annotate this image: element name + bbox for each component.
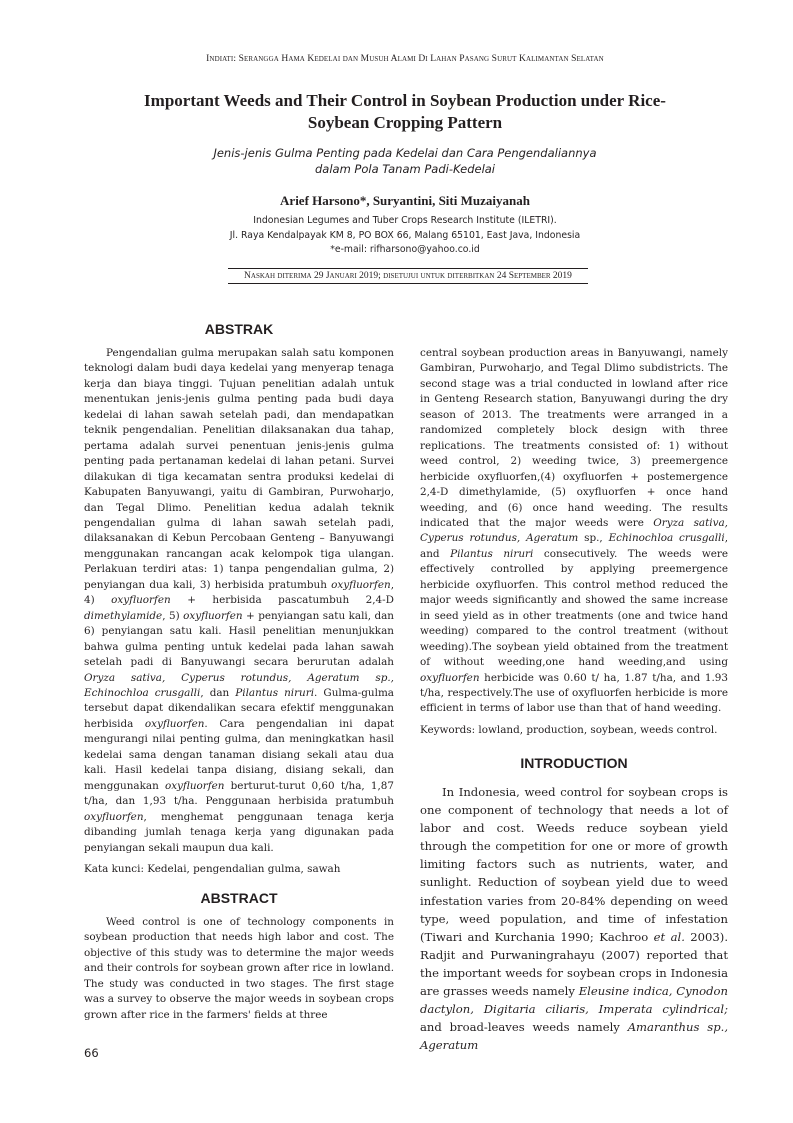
italic-term: oxyfluorfen [164, 779, 225, 792]
text-run: consecutively. The weeds were effectively controlled by applying preemergence herbicide oxyfluorfen. This control method reduced the major weeds significantly and showed the same increase in seed yield as in other treatments (one and twice hand weeding) compared to the control treatment (without weeding).The soybean yield obtained from the treatment of without weeding,one hand weeding,and using [420, 547, 728, 669]
italic-term: Eleusine indica, Cynodon dactylon, Digitaria ciliaris, Imperata cylindrical; [420, 984, 728, 1017]
italic-term: Pilantus niruri [450, 547, 534, 560]
paper-subtitle [150, 145, 660, 177]
received-line: Naskah diterima 29 Januari 2019; disetujui untuk diterbitkan 24 September 2019 [228, 268, 588, 284]
affiliation-line: Indonesian Legumes and Tuber Crops Research Institute (ILETRI). [253, 215, 557, 226]
text-run: + penyiangan satu kali, dan 6) penyiangan satu kali. Hasil penelitian menunjukkan bahwa gulma penting untuk kedelai pada lahan sawah setelah padi di Banyuwangi secara berurutan adalah [84, 609, 394, 669]
abstract-left [84, 915, 394, 1023]
italic-term: dimethylamide [84, 609, 163, 622]
text-run: . Gulma-gulma tersebut dapat dikendalikan secara efektif menggunakan herbisida [84, 686, 394, 730]
italic-term: et al. [653, 929, 685, 944]
italic-term: Oryza sativa, Cyperus rotundus, Ageratum [420, 516, 728, 545]
text-run: , 4) [84, 578, 394, 607]
text-run: central soybean production areas in Banyuwangi, namely Gambiran, Purwoharjo, and Tegal Dlimo subdistricts. The second stage was a trial conducted in lowland after rice in Genteng Research station, Banyuwangi during the dry season of 2013. The treatments were arranged in a randomized completely block design with three replications. The treatments consisted of: 1) without weed control, 2) weeding twice, 3) preemergence herbicide oxyfluorfen,(4) oxyfluorfen + postemergence 2,4-D dimethylamide, (5) oxyfluorfen + once hand weeding, and (6) once hand weeding. The results indicated that the major weeds were [420, 347, 728, 529]
introduction-body [420, 783, 728, 1054]
text-run: . Cara pengendalian ini dapat mengurangi nilai penting gulma, dan meningkatkan hasil kedelai sama dengan tanaman disiang sekali atau dua kali. Hasil kedelai tanpa disiang, disiang sekali, dan menggunakan [84, 717, 394, 792]
introduction-heading: INTRODUCTION [520, 755, 628, 771]
abstrak-section [84, 346, 394, 877]
italic-term: Amaranthus sp., Ageratum [420, 1020, 729, 1053]
abstrak-body [84, 346, 394, 856]
text-run: Pengendalian gulma merupakan salah satu komponen teknologi dalam budi daya kedelai yang menyerap tenaga kerja dan biaya tinggi. Tujuan penelitian adalah untuk menentukan jenis-jenis gulma penting pada budi daya kedelai di lahan sawah setelah padi, dan mendapatkan teknik pengendalian. Penelitian dilaksanakan dua tahap, pertama adalah survei penentuan jenis-jenis gulma penting pada pertanaman kedelai di lahan petani. Survei dilakukan di tiga kecamatan sentra produksi kedelai di Kabupaten Banyuwangi, yaitu di Gambiran, Purwoharjo, dan Tegal Dlimo. Penelitian kedua adalah teknik pengendalian gulma di lahan sawah setelah padi, dilaksanakan di Kebun Percobaan Genteng – Banyuwangi menggunakan rancangan acak kelompok tiga ulangan. Perlakuan terdiri atas: 1) tanpa pengendalian gulma, 2) penyiangan dua kali, 3) herbisida pratumbuh [84, 347, 394, 591]
italic-term: Pilantus niruri [235, 686, 315, 699]
text-run: berturut-turut 0,60 t/ha, 1,87 t/ha, dan 1,93 t/ha. Penggunaan herbisida pratumbuh [84, 779, 394, 808]
text-run: herbicide was 0.60 t/ ha, 1.87 t/ha, and 1.93 t/ha, respectively.The use of oxyfluorfen herbicide is more efficient in terms of labor use than that of hand weeding. [420, 671, 728, 715]
italic-term: oxyfluorfen [111, 594, 171, 607]
subtitle-line: Jenis-jenis Gulma Penting pada Kedelai dan Cara Pengendaliannya [213, 146, 597, 160]
abstract-keywords: Keywords: lowland, production, soybean, weeds control. [420, 723, 718, 736]
text-run: sp., [578, 532, 609, 545]
running-head-text: Indiati: Serangga Hama Kedelai dan Musuh Alami Di Lahan Pasang Surut Kalimantan Selatan [206, 54, 604, 64]
text-run: In Indonesia, weed control for soybean crops is one component of technology that needs a lot of labor and cost. Weeds reduce soybean yield through the competition for one or more of growth limiting factors such as nutrients, water, and sunlight. Reduction of soybean yield due to weed infestation varies from 20-84% depending on weed type, weed population, and time of infestation (Tiwari and Kurchania 1990; Kachroo [420, 785, 728, 944]
text-run: , menghemat penggunaan tenaga kerja dibanding jumlah tenaga kerja yang digunakan pada penyiangan sekali maupun dua kali. [84, 810, 394, 854]
text-run: , dan [200, 686, 236, 699]
italic-term: Oryza sativa, Cyperus rotundus, Ageratum sp., Echinochloa crusgalli [84, 671, 394, 699]
italic-term: Echinochloa crusgalli [608, 532, 725, 545]
italic-term: oxyfluorfen [183, 609, 243, 622]
abstrak-keywords: Kata kunci: Kedelai, pengendalian gulma, sawah [84, 862, 341, 875]
text-run: and broad-leaves weeds namely [420, 1020, 628, 1035]
affiliation [150, 214, 660, 258]
text-run: 2003). Radjit and Purwaningrahayu (2007) reported that the important weeds for soybean crops in Indonesia are grasses weeds namely [420, 929, 728, 999]
text-run: , 5) [162, 609, 184, 622]
italic-term: oxyfluorfen [331, 578, 391, 591]
abstract-right [420, 346, 728, 738]
authors: Arief Harsono*, Suryantini, Siti Muzaiyanah [280, 193, 530, 208]
introduction-section [420, 783, 728, 1054]
abstract-body-right [420, 346, 728, 717]
subtitle-line: dalam Pola Tanam Padi-Kedelai [314, 162, 496, 176]
paper-title: Important Weeds and Their Control in Soybean Production under Rice-Soybean Cropping Pattern [144, 91, 666, 132]
abstract-body-left: Weed control is one of technology components in soybean production that needs high labor and cost. The objective of this study was to determine the major weeds and their controls for soybean grown after rice in lowland. The study was conducted in two stages. The first stage was a survey to observe the major weeds in soybean crops grown after rice in the farmers' fields at three [84, 916, 394, 1021]
abstrak-heading: ABSTRAK [204, 321, 274, 337]
abstract-heading: ABSTRACT [200, 890, 278, 906]
page-number: 66 [84, 1046, 99, 1060]
italic-term: oxyfluorfen [84, 810, 144, 823]
text-run: , and [420, 532, 729, 560]
email-line: *e-mail: rifharsono@yahoo.co.id [330, 244, 480, 255]
italic-term: oxyfluorfen [144, 717, 205, 730]
affiliation-line: Jl. Raya Kendalpayak KM 8, PO BOX 66, Malang 65101, East Java, Indonesia [229, 229, 581, 241]
italic-term: oxyfluorfen [420, 671, 480, 684]
text-run: + herbisida pascatumbuh 2,4-D [170, 594, 394, 607]
